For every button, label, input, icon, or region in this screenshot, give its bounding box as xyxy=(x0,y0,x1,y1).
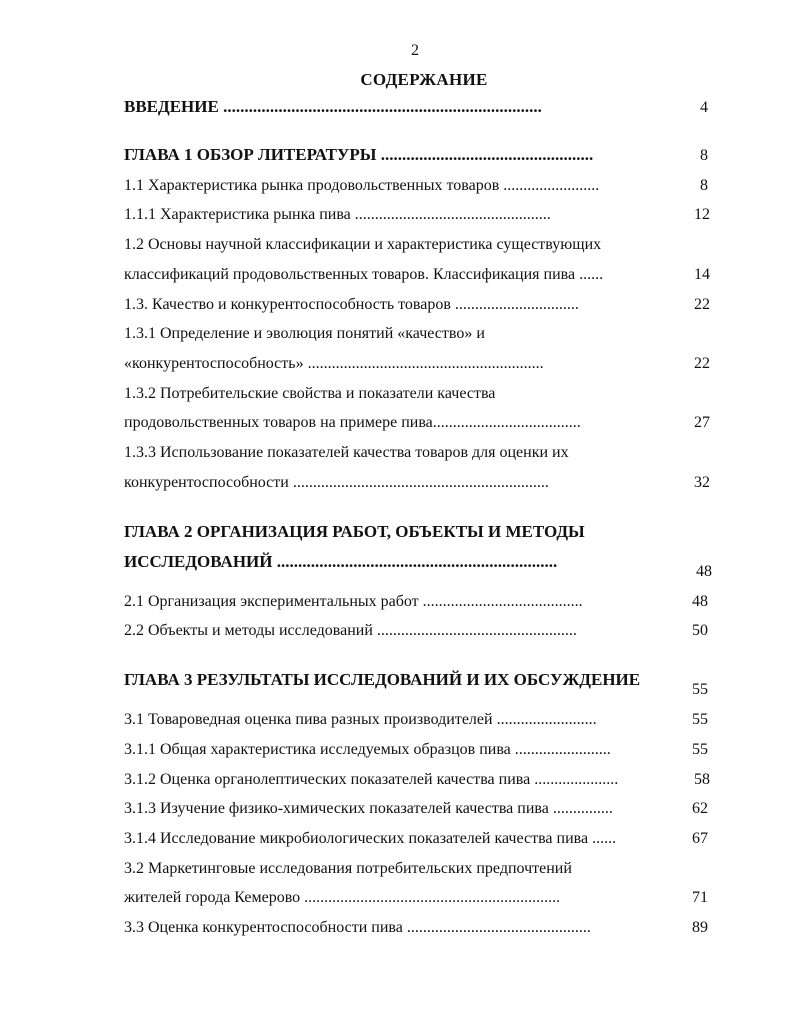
toc-entry: 1.3. Качество и конкурентоспособность товаров ............................... xyxy=(124,296,579,313)
toc-page-number: 67 xyxy=(692,830,708,847)
toc-entry: 3.1.1 Общая характеристика исследуемых образцов пива ........................ xyxy=(124,741,611,758)
toc-entry: 3.2 Маркетинговые исследования потребительских предпочтений xyxy=(124,860,572,877)
toc-entry: 1.1.1 Характеристика рынка пива ................................................. xyxy=(124,206,551,223)
toc-entry: 1.2 Основы научной классификации и характеристика существующих xyxy=(124,236,602,253)
toc-entry: 1.1 Характеристика рынка продовольственных товаров ........................ xyxy=(124,177,600,194)
toc-entry: 3.1.3 Изучение физико-химических показателей качества пива ............... xyxy=(124,800,613,817)
toc-page-number: 89 xyxy=(692,919,708,936)
toc-entry: 3.1.4 Исследование микробиологических показателей качества пива ...... xyxy=(124,830,617,847)
toc-page-number: 8 xyxy=(700,177,708,194)
toc-entry: продовольственных товаров на примере пива..................................... xyxy=(124,414,581,431)
toc-page-number: 8 xyxy=(700,147,708,164)
toc-page-number: 58 xyxy=(694,771,710,788)
page-number: 2 xyxy=(411,42,419,59)
toc-page-number: 62 xyxy=(692,800,708,817)
toc-entry: 2.2 Объекты и методы исследований .................................................. xyxy=(124,622,577,639)
toc-page-number: 12 xyxy=(694,206,710,223)
toc-page-number: 32 xyxy=(694,474,710,491)
toc-page-number: 71 xyxy=(692,889,708,906)
toc-entry: «конкурентоспособность» ........................................................... xyxy=(124,355,544,372)
toc-page-number: 27 xyxy=(694,414,710,431)
toc-page-number: 50 xyxy=(692,622,708,639)
toc-entry-chapter-3: ГЛАВА 3 РЕЗУЛЬТАТЫ ИССЛЕДОВАНИЙ И ИХ ОБСУЖДЕНИЕ xyxy=(124,670,641,689)
toc-entry: 1.3.2 Потребительские свойства и показатели качества xyxy=(124,385,496,402)
toc-entry-chapter-1: ГЛАВА 1 ОБЗОР ЛИТЕРАТУРЫ .................................................. xyxy=(124,145,594,164)
toc-entry-introduction: ВВЕДЕНИЕ ........................................................................... xyxy=(124,97,542,116)
toc-entry: 3.1.2 Оценка органолептических показателей качества пива ..................... xyxy=(124,771,619,788)
toc-page-number: 48 xyxy=(696,563,712,580)
toc-page-number: 55 xyxy=(692,741,708,758)
toc-page-number: 22 xyxy=(694,296,710,313)
page-title: СОДЕРЖАНИЕ xyxy=(360,70,488,89)
toc-entry: 2.1 Организация экспериментальных работ ........................................ xyxy=(124,593,583,610)
toc-page-number: 14 xyxy=(694,266,710,283)
toc-page-number: 22 xyxy=(694,355,710,372)
toc-entry-chapter-2: ГЛАВА 2 ОРГАНИЗАЦИЯ РАБОТ, ОБЪЕКТЫ И МЕТОДЫ xyxy=(124,522,585,541)
toc-entry: 1.3.1 Определение и эволюция понятий «качество» и xyxy=(124,325,485,342)
toc-entry: 3.1 Товароведная оценка пива разных производителей ......................... xyxy=(124,711,597,728)
toc-entry: 1.3.3 Использование показателей качества товаров для оценки их xyxy=(124,444,569,461)
toc-entry: жителей города Кемерово ................................................................ xyxy=(124,889,561,906)
toc-entry: 3.3 Оценка конкурентоспособности пива .............................................. xyxy=(124,919,591,936)
toc-page-number: 55 xyxy=(692,681,708,698)
toc-entry-chapter-2-cont: ИССЛЕДОВАНИЙ .................................................................. xyxy=(124,552,558,571)
toc-entry: классификаций продовольственных товаров. Классификация пива ...... xyxy=(124,266,604,283)
toc-page-number: 48 xyxy=(692,593,708,610)
toc-page-number: 4 xyxy=(700,99,708,116)
toc-entry: конкурентоспособности ................................................................ xyxy=(124,474,549,491)
toc-page-number: 55 xyxy=(692,711,708,728)
